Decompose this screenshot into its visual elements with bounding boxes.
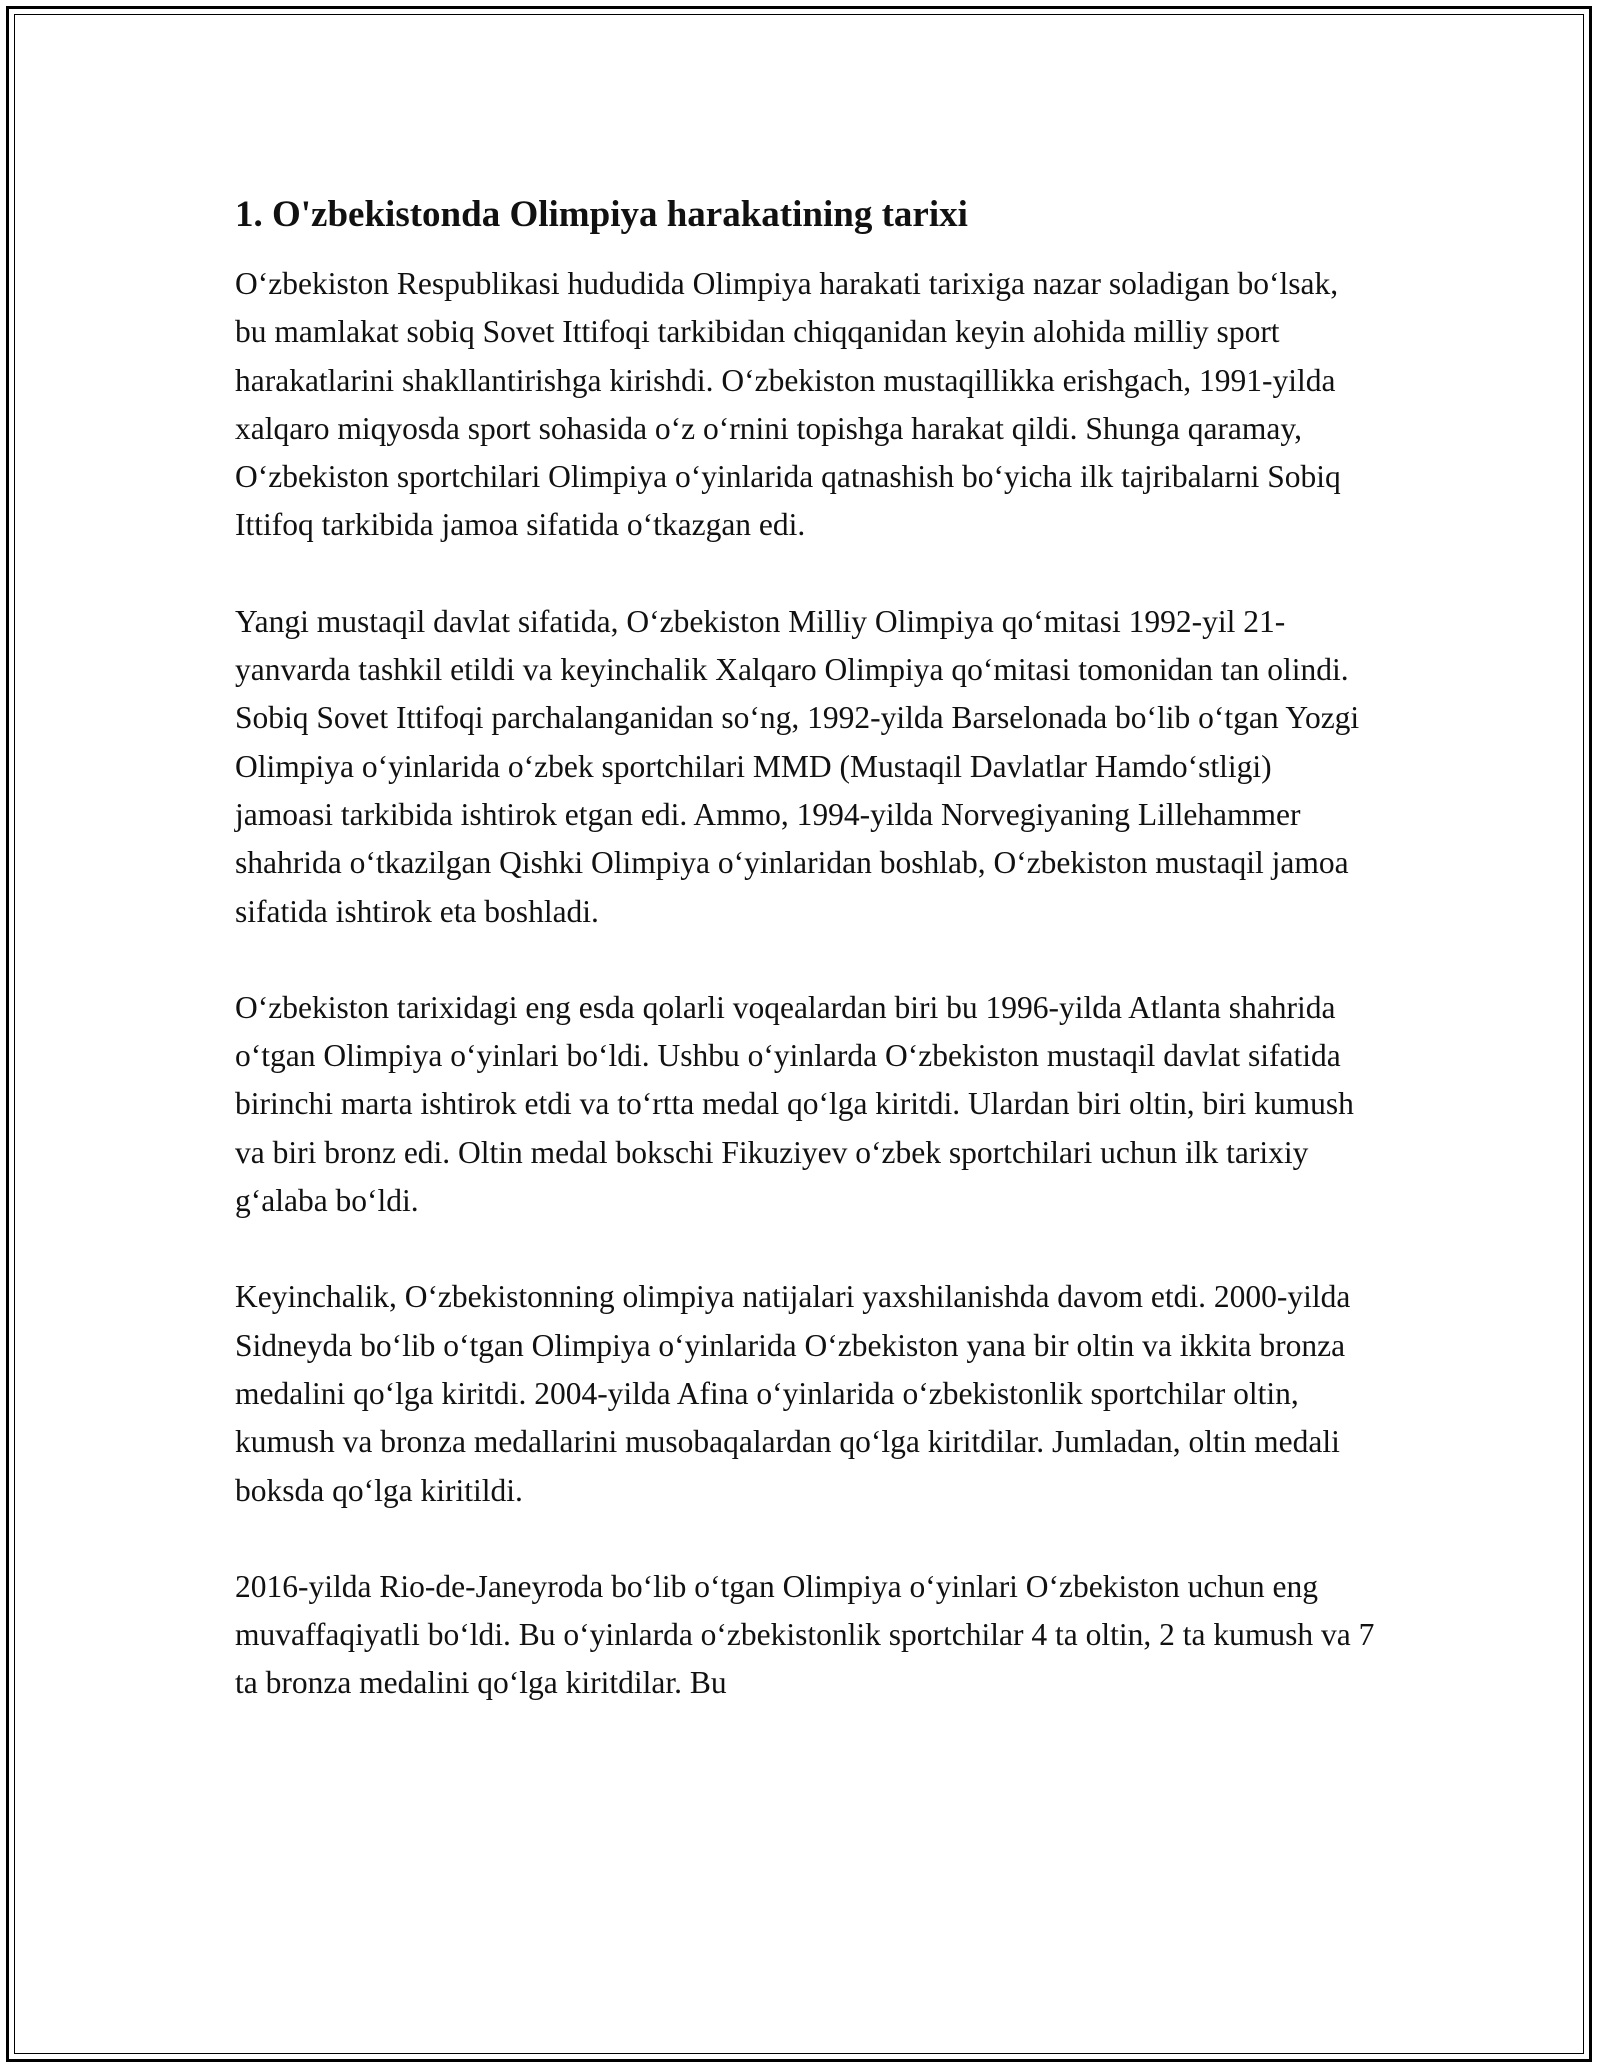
paragraph-3: O‘zbekiston tarixidagi eng esda qolarli voqealardan biri bu 1996-yilda Atlanta shahrida o‘tgan Olimpiya o‘yinlari bo‘ldi. Ushbu o‘yinlarda O‘zbekiston mustaqil davlat sifatida birinchi marta ishtirok etdi va to‘rtta medal qo‘lga kiritdi. Ulardan biri oltin, biri kumush va biri bronz edi. Oltin medal bokschi Fikuziyev o‘zbek sportchilari uchun ilk tarixiy g‘alaba bo‘ldi. xyxy=(235,989,1354,1219)
document-body xyxy=(235,190,1375,1756)
paragraph-4: Keyinchalik, O‘zbekistonning olimpiya natijalari yaxshilanishda davom etdi. 2000-yilda Sidneyda bo‘lib o‘tgan Olimpiya o‘yinlarida O‘zbekiston yana bir oltin va ikkita bronza medalini qo‘lga kiritdi. 2004-yilda Afina o‘yinlarida o‘zbekistonlik sportchilar oltin, kumush va bronza medallarini musobaqalardan qo‘lga kiritdilar. Jumladan, oltin medali boksda qo‘lga kiritildi. xyxy=(235,1279,1351,1508)
section-title: 1. O'zbekistonda Olimpiya harakatining tarixi xyxy=(235,194,968,235)
paragraph-1: O‘zbekiston Respublikasi hududida Olimpiya harakati tarixiga nazar soladigan bo‘lsak, bu mamlakat sobiq Sovet Ittifoqi tarkibidan chiqqanidan keyin alohida milliy sport harakatlarini shakllantirishga kirishdi. O‘zbekiston mustaqillikka erishgach, 1991-yilda xalqaro miqyosda sport sohasida o‘z o‘rnini topishga harakat qildi. Shunga qaramay, O‘zbekiston sportchilari Olimpiya o‘yinlarida qatnashish bo‘yicha ilk tajribalarni Sobiq Ittifoq tarkibida jamoa sifatida o‘tkazgan edi. xyxy=(235,266,1341,543)
paragraph-5: 2016-yilda Rio-de-Janeyroda bo‘lib o‘tgan Olimpiya o‘yinlari O‘zbekiston uchun eng muvaffaqiyatli bo‘ldi. Bu o‘yinlarda o‘zbekistonlik sportchilar 4 ta oltin, 2 ta kumush va 7 ta bronza medalini qo‘lga kiritdilar. Bu xyxy=(235,1568,1375,1701)
paragraph-2: Yangi mustaqil davlat sifatida, O‘zbekiston Milliy Olimpiya qo‘mitasi 1992-yil 21-yanvarda tashkil etildi va keyinchalik Xalqaro Olimpiya qo‘mitasi tomonidan tan olindi. Sobiq Sovet Ittifoqi parchalanganidan so‘ng, 1992-yilda Barselonada bo‘lib o‘tgan Yozgi Olimpiya o‘yinlarida o‘zbek sportchilari MMD (Mustaqil Davlatlar Hamdo‘stligi) jamoasi tarkibida ishtirok etgan edi. Ammo, 1994-yilda Norvegiyaning Lillehammer shahrida o‘tkazilgan Qishki Olimpiya o‘yinlaridan boshlab, O‘zbekiston mustaqil jamoa sifatida ishtirok eta boshladi. xyxy=(235,603,1360,929)
